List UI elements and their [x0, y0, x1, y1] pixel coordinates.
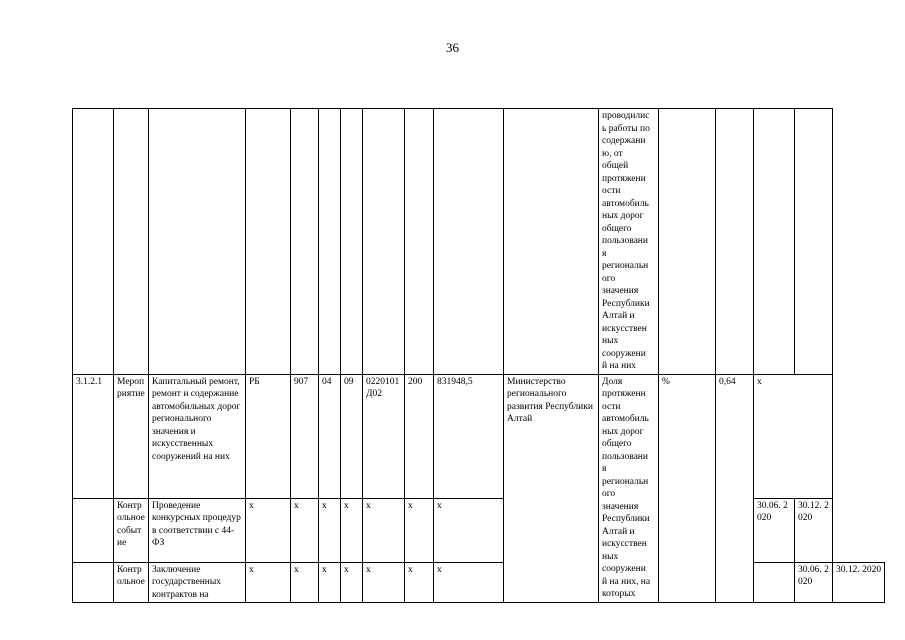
indicator-line: Доля — [602, 376, 623, 387]
indicator-line: автомобиль — [602, 198, 649, 209]
indicator-line: й на них — [602, 361, 637, 371]
event-x-rz: х — [319, 562, 341, 603]
measure-pr: 09 — [341, 374, 363, 498]
cell-name — [149, 109, 246, 375]
table-row-continuation — [73, 109, 885, 375]
event-x-pr: х — [341, 562, 363, 603]
indicator-line: я — [602, 248, 607, 259]
indicator-line: ю, от — [602, 148, 623, 159]
cell-vr — [405, 109, 434, 375]
indicator-line: Республики — [602, 298, 650, 309]
indicator-line: сооружени — [602, 348, 646, 359]
measure-grbs: 907 — [291, 374, 319, 498]
event-name: Проведение конкурсных процедур в соответствии с 44-ФЗ — [149, 498, 246, 562]
event-date-end: 30.12. 2020 — [795, 498, 833, 562]
event-x-csr: х — [363, 562, 405, 603]
event-date-start: 30.06. 2020 — [754, 498, 795, 562]
cell-pr — [341, 109, 363, 375]
cell-value — [716, 109, 754, 375]
event-x-source: х — [246, 562, 291, 603]
table-row-measure — [73, 374, 885, 498]
indicator-line: содержани — [602, 136, 646, 146]
event-x-source: х — [246, 498, 291, 562]
cell-grbs — [291, 109, 319, 375]
indicator-line: ого — [602, 273, 616, 284]
cell-executor — [504, 109, 599, 375]
cell-rz — [319, 109, 341, 375]
cell-amount — [434, 109, 504, 375]
measure-dates: х — [754, 374, 833, 498]
event-executor — [754, 562, 795, 603]
event-x-csr: х — [363, 498, 405, 562]
measure-executor: Министерство регионального развития Республики Алтай — [504, 374, 599, 603]
cell-date-start — [754, 109, 795, 375]
indicator-line: проводилис — [602, 111, 650, 121]
event-type: Контрольное событие — [114, 498, 149, 562]
event-code — [73, 562, 114, 603]
event-code — [73, 498, 114, 562]
event-x-pr: х — [341, 498, 363, 562]
indicator-line: региональн — [602, 261, 649, 271]
indicator-line: искусствен — [602, 539, 647, 549]
measure-source: РБ — [246, 374, 291, 498]
event-x-grbs: х — [291, 498, 319, 562]
indicator-line: протяженн — [602, 389, 646, 399]
event-x-amount: х — [434, 562, 504, 603]
measure-csr: 0220101Д02 — [363, 374, 405, 498]
indicator-line: общей — [602, 161, 629, 171]
indicator-line: ных дорог — [602, 426, 644, 437]
cell-date-end — [795, 109, 833, 375]
cell-indicator-continuation — [599, 109, 659, 375]
indicator-line: значения — [602, 501, 639, 512]
indicator-line: ных — [602, 336, 619, 346]
cell-unit — [659, 109, 716, 375]
table-row-event — [73, 562, 885, 603]
event-x-vr: х — [405, 562, 434, 603]
indicator-line: общего — [602, 439, 632, 449]
indicator-line: значения — [602, 286, 639, 296]
event-name: Заключение государственных контрактов на — [149, 562, 246, 603]
indicator-line: Алтай и — [602, 311, 635, 321]
measure-type: Мероприятие — [114, 374, 149, 498]
indicator-line: пользовани — [602, 451, 648, 462]
indicator-line: ого — [602, 489, 616, 499]
event-type: Контрольное — [114, 562, 149, 603]
measure-unit: % — [659, 374, 716, 603]
indicator-line: ных дорог — [602, 211, 644, 221]
event-x-vr: х — [405, 498, 434, 562]
program-table — [72, 108, 885, 603]
measure-indicator — [599, 374, 659, 603]
indicator-line: которых — [602, 589, 636, 599]
indicator-line: ости — [602, 186, 621, 196]
page-number: 36 — [446, 40, 459, 55]
indicator-line: я — [602, 464, 607, 474]
indicator-line: ных — [602, 551, 619, 562]
event-x-amount: х — [434, 498, 504, 562]
indicator-line: региональн — [602, 476, 649, 487]
measure-vr: 200 — [405, 374, 434, 498]
indicator-line: искусствен — [602, 323, 647, 334]
indicator-line: сооружени — [602, 564, 646, 574]
event-date-end: 30.12. 2020 — [833, 562, 885, 603]
event-x-rz: х — [319, 498, 341, 562]
indicator-line: общего — [602, 223, 632, 234]
table-row-event — [73, 498, 885, 562]
measure-rz: 04 — [319, 374, 341, 498]
event-x-grbs: х — [291, 562, 319, 603]
indicator-line: протяжени — [602, 173, 646, 184]
measure-code: 3.1.2.1 — [73, 374, 114, 498]
cell-source — [246, 109, 291, 375]
indicator-line: пользовани — [602, 236, 648, 246]
indicator-line: Республики — [602, 514, 650, 524]
cell-csr — [363, 109, 405, 375]
indicator-line: автомобиль — [602, 414, 649, 424]
indicator-line: Алтай и — [602, 526, 635, 537]
indicator-line: ости — [602, 401, 621, 412]
cell-type — [114, 109, 149, 375]
indicator-line: й на них, на — [602, 576, 651, 587]
cell-code — [73, 109, 114, 375]
measure-name: Капитальный ремонт, ремонт и содержание автомобильных дорог регионального значения и искусственных сооружений на них — [149, 374, 246, 498]
indicator-line: ь работы по — [602, 123, 650, 134]
event-date-start: 30.06. 2020 — [795, 562, 833, 603]
measure-value: 0,64 — [716, 374, 754, 603]
measure-amount: 831948,5 — [434, 374, 504, 498]
